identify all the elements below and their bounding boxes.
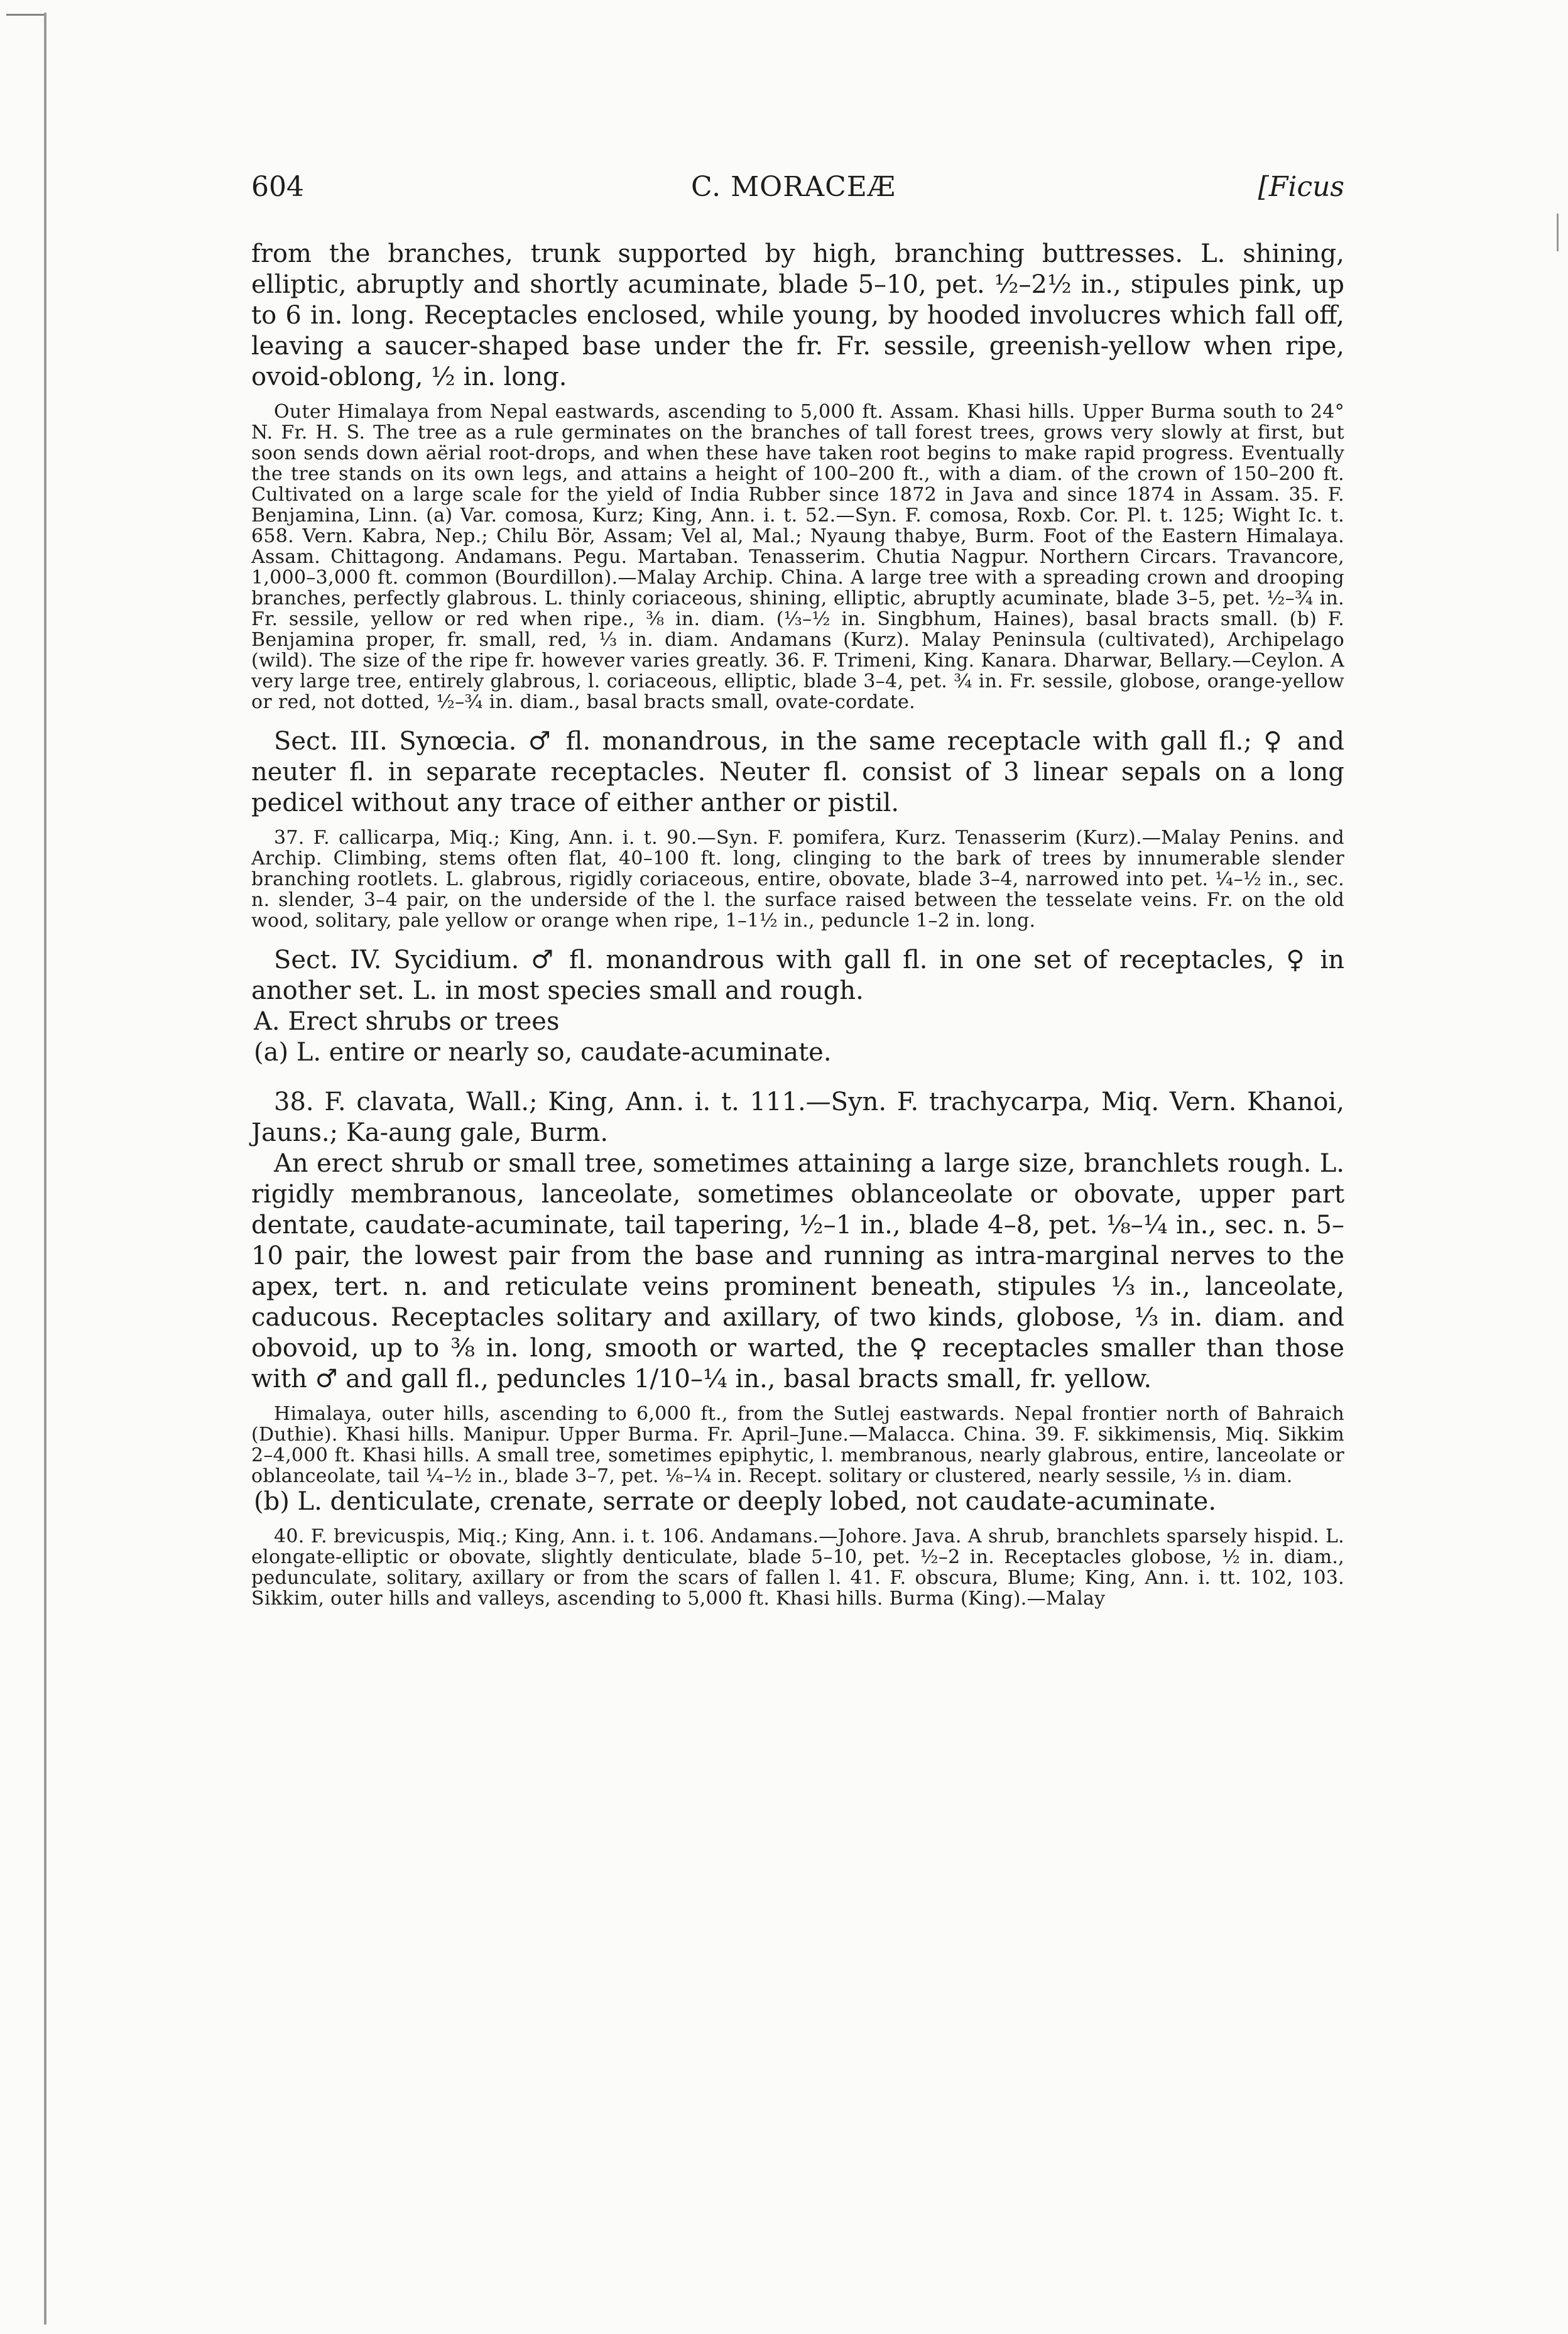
- section-sycidium: Sect. IV. Sycidium. ♂ fl. monandrous with gall fl. in one set of receptacles, ♀ in another set. L. in most species small and rough.: [251, 946, 1344, 1005]
- distribution-notes-34-36: Outer Himalaya from Nepal eastwards, ascending to 5,000 ft. Assam. Khasi hills. Upper Burma south to 24° N. Fr. H. S. The tree as a rule germinates on the branches of tall forest trees, grows very slowly at first, but soon sends down aërial root-drops, and when these have taken root begins to make rapid progress. Eventually the tree stands on its own legs, and attains a height of 100–200 ft., with a diam. of the crown of 150–200 ft. Cultivated on a large scale for the yield of India Rubber since 1872 in Java and since 1874 in Assam. 35. F. Benjamina, Linn. (a) Var. comosa, Kurz; King, Ann. i. t. 52.—Syn. F. comosa, Roxb. Cor. Pl. t. 125; Wight Ic. t. 658. Vern. Kabra, Nep.; Chilu Bör, Assam; Vel al, Mal.; Nyaung thabye, Burm. Foot of the Eastern Himalaya. Assam. Chittagong. Andamans. Pegu. Martaban. Tenasserim. Chutia Nagpur. Northern Circars. Travancore, 1,000–3,000 ft. common (Bourdillon).—Malay Archip. China. A large tree with a spreading crown and drooping branches, perfectly glabrous. L. thinly coriaceous, shining, elliptic, abruptly acuminate, blade 3–5, pet. ½–¾ in. Fr. sessile, yellow or red when ripe., ⅜ in. diam. (⅓–½ in. Singbhum, Haines), basal bracts small. (b) F. Benjamina proper, fr. small, red, ⅓ in. diam. Andamans (Kurz). Malay Peninsula (cultivated), Archipelago (wild). The size of the ripe fr. however varies greatly. 36. F. Trimeni, King. Kanara. Dharwar, Bellary.—Ceylon. A very large tree, entirely glabrous, l. coriaceous, elliptic, blade 3–4, pet. ¾ in. Fr. sessile, globose, orange-yellow or red, not dotted, ½–¾ in. diam., basal bracts small, ovate-cordate.: [251, 401, 1344, 713]
- species-37-callicarpa: 37. F. callicarpa, Miq.; King, Ann. i. t. 90.—Syn. F. pomifera, Kurz. Tenasserim (Kurz).—Malay Penins. and Archip. Climbing, stems often flat, 40–100 ft. long, clinging to the bark of trees by innumerable slender branching rootlets. L. glabrous, rigidly coriaceous, entire, obovate, blade 3–4, narrowed into pet. ¼–½ in., sec. n. slender, 3–4 pair, on the underside of the l. the surface raised between the tesselate veins. Fr. on the old wood, solitary, pale yellow or orange when ripe, 1–1½ in., peduncle 1–2 in. long.: [251, 827, 1344, 932]
- page-body: [251, 239, 1344, 1609]
- description-continued: from the branches, trunk supported by high, branching buttresses. L. shining, elliptic, abruptly and shortly acuminate, blade 5–10, pet. ½–2½ in., stipules pink, up to 6 in. long. Receptacles enclosed, while young, by hooded involucres which fall off, leaving a saucer-shaped base under the fr. Fr. sessile, greenish-yellow when ripe, ovoid-oblong, ½ in. long.: [251, 239, 1344, 391]
- page-number: 604: [251, 171, 304, 203]
- running-header: [251, 171, 1344, 221]
- scan-right-mark: [1557, 214, 1559, 251]
- key-a-entire-leaves: (a) L. entire or nearly so, caudate-acuminate.: [254, 1038, 832, 1067]
- key-a-erect-shrubs: A. Erect shrubs or trees: [254, 1007, 560, 1036]
- key-b-denticulate-leaves: (b) L. denticulate, crenate, serrate or deeply lobed, not caudate-acuminate.: [254, 1487, 1217, 1516]
- species-40-41: 40. F. brevicuspis, Miq.; King, Ann. i. t. 106. Andamans.—Johore. Java. A shrub, branchlets sparsely hispid. L. elongate-elliptic or obovate, slightly denticulate, blade 5–10, pet. ½–2 in. Receptacles globose, ½ in. diam., pedunculate, solitary, axillary or from the scars of fallen l. 41. F. obscura, Blume; King, Ann. i. tt. 102, 103. Sikkim, outer hills and valleys, ascending to 5,000 ft. Khasi hills. Burma (King).—Malay: [251, 1525, 1344, 1610]
- species-38-description: An erect shrub or small tree, sometimes attaining a large size, branchlets rough. L. rigidly membranous, lanceolate, sometimes oblanceolate or obovate, upper part dentate, caudate-acuminate, tail tapering, ½–1 in., blade 4–8, pet. ⅛–¼ in., sec. n. 5–10 pair, the lowest pair from the base and running as intra-marginal nerves to the apex, tert. n. and reticulate veins prominent beneath, stipules ⅓ in., lanceolate, caducous. Receptacles solitary and axillary, of two kinds, globose, ⅓ in. diam. and obovoid, up to ⅜ in. long, smooth or warted, the ♀ receptacles smaller than those with ♂ and gall fl., peduncles 1/10–¼ in., basal bracts small, fr. yellow.: [251, 1149, 1344, 1393]
- species-38-clavata-heading: 38. F. clavata, Wall.; King, Ann. i. t. 111.—Syn. F. trachycarpa, Miq. Vern. Khanoi, Jauns.; Ka-aung gale, Burm.: [251, 1088, 1344, 1147]
- scan-corner-mark: [6, 14, 44, 16]
- species-38-39-distribution: Himalaya, outer hills, ascending to 6,000 ft., from the Sutlej eastwards. Nepal frontier north of Bahraich (Duthie). Khasi hills. Manipur. Upper Burma. Fr. April–June.—Malacca. China. 39. F. sikkimensis, Miq. Sikkim 2–4,000 ft. Khasi hills. A small tree, sometimes epiphytic, l. membranous, nearly glabrous, entire, lanceolate or oblanceolate, tail ¼–½ in., blade 3–7, pet. ⅛–¼ in. Recept. solitary or clustered, nearly sessile, ⅓ in. diam.: [251, 1403, 1344, 1487]
- page-edge-line: [44, 13, 46, 2325]
- section-synoecia: Sect. III. Synœcia. ♂ fl. monandrous, in the same receptacle with gall fl.; ♀ and neuter fl. in separate receptacles. Neuter fl. consist of 3 linear sepals on a long pedicel without any trace of either anther or pistil.: [251, 727, 1344, 817]
- running-head-title: C. MORACEÆ: [691, 171, 896, 203]
- running-head-genus: [Ficus: [1258, 171, 1344, 203]
